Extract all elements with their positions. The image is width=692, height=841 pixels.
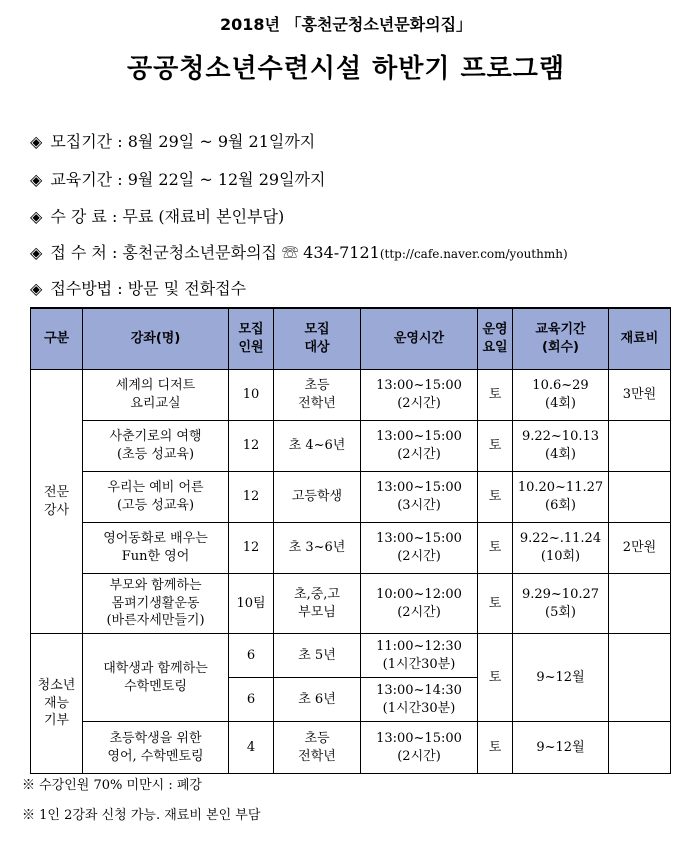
top-title: 2018년 「홍천군청소년문화의집」 [219, 15, 473, 34]
time-cell: 13:00~15:00 (3시간) [361, 472, 478, 523]
period-cell: 9.22~10.13 (4회) [513, 421, 609, 472]
time-cell: 13:00~15:00 (2시간) [361, 421, 478, 472]
time-cell: 13:00~15:00 (2시간) [361, 370, 478, 421]
period-cell: 9.29~10.27 (5회) [513, 574, 609, 634]
period-cell: 10.6~29 (4회) [513, 370, 609, 421]
table-header-row [31, 308, 671, 370]
target-cell: 초 3~6년 [274, 523, 361, 574]
target-cell: 초 4~6년 [274, 421, 361, 472]
target-cell: 초 6년 [274, 678, 361, 722]
fee-cell [609, 472, 671, 523]
info-value: 9월 22일 ~ 12월 29일까지 [127, 170, 326, 189]
header-day: 운영 요일 [478, 308, 513, 370]
period-cell: 9~12월 [513, 722, 609, 774]
count-cell: 12 [229, 421, 274, 472]
diamond-bullet-icon: ◈ [30, 207, 43, 226]
category-cell: 전문 강사 [31, 370, 83, 634]
day-cell: 토 [478, 634, 513, 722]
course-cell: 부모와 함께하는 몸펴기생활운동 (바른자세만들기) [83, 574, 229, 634]
info-label: 접수방법 [50, 279, 113, 298]
info-label: 모집기간 [50, 132, 113, 151]
program-table [30, 307, 671, 774]
table-row [31, 574, 671, 634]
info-value: 방문 및 전화접수 [127, 279, 247, 298]
day-cell: 토 [478, 370, 513, 421]
table-row [31, 370, 671, 421]
course-cell: 영어동화로 배우는 Fun한 영어 [83, 523, 229, 574]
info-education-period: ◈ 교육기간 : 9월 22일 ~ 12월 29일까지 [30, 170, 326, 189]
category-cell: 청소년 재능 기부 [31, 634, 83, 774]
count-cell: 10팀 [229, 574, 274, 634]
info-reception: ◈ 접 수 처 : 홍천군청소년문화의집 ☏ 434-7121(ttp://cafe.naver.com/youthmh) [30, 243, 568, 262]
time-cell: 11:00~12:30 (1시간30분) [361, 634, 478, 678]
day-cell: 토 [478, 574, 513, 634]
count-cell: 12 [229, 472, 274, 523]
day-cell: 토 [478, 523, 513, 574]
fee-cell [609, 421, 671, 472]
diamond-bullet-icon: ◈ [30, 132, 43, 151]
header-course: 강좌(명) [83, 308, 229, 370]
course-cell: 대학생과 함께하는 수학멘토링 [83, 634, 229, 722]
table-row [31, 722, 671, 774]
info-fee: ◈ 수 강 료 : 무료 (재료비 본인부담) [30, 207, 285, 226]
course-cell: 세계의 디저트 요리교실 [83, 370, 229, 421]
info-value: 홍천군청소년문화의집 ☏ 434-7121 [122, 243, 380, 262]
fee-cell [609, 634, 671, 722]
note-limit: ※ 1인 2강좌 신청 가능. 재료비 본인 부담 [22, 808, 261, 823]
diamond-bullet-icon: ◈ [30, 279, 43, 298]
period-cell: 9~12월 [513, 634, 609, 722]
note-cancel: ※ 수강인원 70% 미만시 : 폐강 [22, 778, 202, 793]
target-cell: 초등 전학년 [274, 722, 361, 774]
fee-cell: 2만원 [609, 523, 671, 574]
period-cell: 9.22~.11.24 (10회) [513, 523, 609, 574]
header-period: 교육기간 (회수) [513, 308, 609, 370]
day-cell: 토 [478, 472, 513, 523]
table-row [31, 421, 671, 472]
header-time: 운영시간 [361, 308, 478, 370]
count-cell: 12 [229, 523, 274, 574]
time-cell: 10:00~12:00 (2시간) [361, 574, 478, 634]
cafe-url: (ttp://cafe.naver.com/youthmh) [379, 247, 568, 261]
table-row [31, 472, 671, 523]
course-cell: 사춘기로의 여행 (초등 성교육) [83, 421, 229, 472]
header-count: 모집 인원 [229, 308, 274, 370]
header-fee: 재료비 [609, 308, 671, 370]
day-cell: 토 [478, 722, 513, 774]
info-method: ◈ 접수방법 : 방문 및 전화접수 [30, 279, 247, 298]
count-cell: 10 [229, 370, 274, 421]
info-label: 교육기간 [50, 170, 113, 189]
count-cell: 4 [229, 722, 274, 774]
diamond-bullet-icon: ◈ [30, 170, 43, 189]
course-cell: 초등학생을 위한 영어, 수학멘토링 [83, 722, 229, 774]
diamond-bullet-icon: ◈ [30, 243, 43, 262]
fee-cell [609, 722, 671, 774]
info-label: 수 강 료 [50, 207, 107, 226]
table-row [31, 634, 671, 678]
header-target: 모집 대상 [274, 308, 361, 370]
count-cell: 6 [229, 634, 274, 678]
target-cell: 초등 전학년 [274, 370, 361, 421]
info-recruit-period: ◈ 모집기간 : 8월 29일 ~ 9월 21일까지 [30, 132, 316, 151]
fee-cell [609, 574, 671, 634]
target-cell: 고등학생 [274, 472, 361, 523]
course-cell: 우리는 예비 어른 (고등 성교육) [83, 472, 229, 523]
info-label: 접 수 처 [50, 243, 107, 262]
time-cell: 13:00~15:00 (2시간) [361, 722, 478, 774]
time-cell: 13:00~15:00 (2시간) [361, 523, 478, 574]
period-cell: 10.20~11.27 (6회) [513, 472, 609, 523]
table-row [31, 523, 671, 574]
target-cell: 초 5년 [274, 634, 361, 678]
count-cell: 6 [229, 678, 274, 722]
main-title: 공공청소년수련시설 하반기 프로그램 [127, 54, 565, 84]
info-value: 무료 (재료비 본인부담) [122, 207, 285, 226]
info-value: 8월 29일 ~ 9월 21일까지 [127, 132, 316, 151]
day-cell: 토 [478, 421, 513, 472]
fee-cell: 3만원 [609, 370, 671, 421]
header-category: 구분 [31, 308, 83, 370]
time-cell: 13:00~14:30 (1시간30분) [361, 678, 478, 722]
target-cell: 초,중,고 부모님 [274, 574, 361, 634]
